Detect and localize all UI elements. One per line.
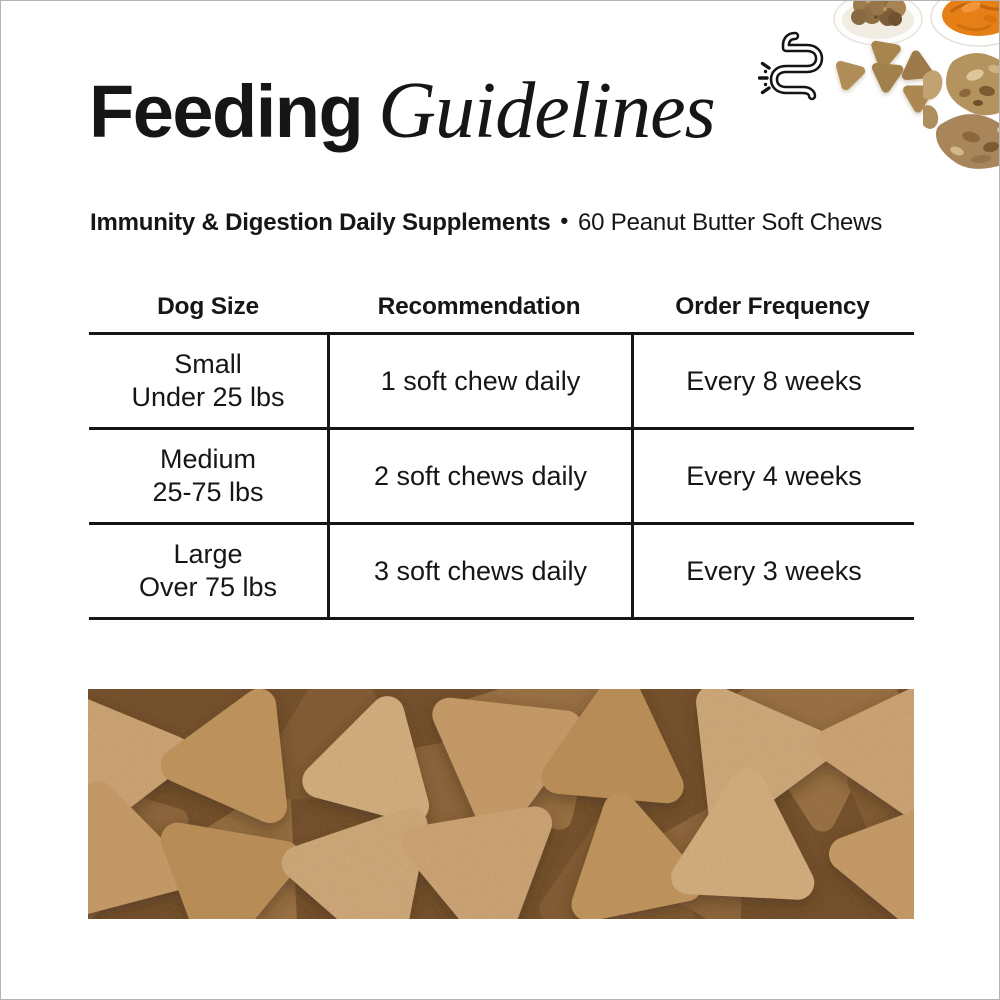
recommendation-cell: 3 soft chews daily (327, 525, 631, 617)
chews-photo (88, 689, 914, 919)
product-subtitle (90, 207, 882, 238)
order-frequency-cell: Every 3 weeks (631, 525, 914, 617)
dog-size-detail: 25-75 lbs (152, 477, 264, 507)
table-row-medium (89, 430, 914, 525)
recommendation-cell: 2 soft chews daily (327, 430, 631, 522)
subtitle-bullet: • (560, 208, 568, 233)
column-header-order-frequency: Order Frequency (675, 293, 870, 320)
dog-size-cell (89, 335, 327, 427)
product-name: Immunity & Digestion Daily Supplements (90, 209, 551, 236)
feeding-table (89, 293, 914, 620)
order-frequency-cell: Every 8 weeks (631, 335, 914, 427)
dog-size-label: Medium (159, 444, 257, 474)
dog-size-detail: Over 75 lbs (138, 572, 278, 602)
table-body (89, 332, 914, 620)
mushrooms-image (923, 47, 1000, 177)
product-count: 60 Peanut Butter Soft Chews (578, 209, 883, 236)
order-frequency-cell: Every 4 weeks (631, 430, 914, 522)
table-header-row (89, 293, 914, 332)
table-row-large (89, 525, 914, 617)
recommendation-cell: 1 soft chew daily (327, 335, 631, 427)
column-header-dog-size: Dog Size (157, 293, 259, 320)
gut-intestine-icon (758, 31, 824, 101)
dog-size-label: Large (173, 539, 243, 569)
dog-size-cell (89, 525, 327, 617)
dog-size-detail: Under 25 lbs (131, 382, 285, 412)
title-word-guidelines: Guidelines (378, 67, 715, 155)
page-title (89, 67, 715, 155)
dog-size-label: Small (174, 349, 242, 379)
table-row-small (89, 335, 914, 430)
title-word-feeding: Feeding (89, 70, 363, 153)
column-header-recommendation: Recommendation (377, 293, 581, 320)
dog-size-cell (89, 430, 327, 522)
